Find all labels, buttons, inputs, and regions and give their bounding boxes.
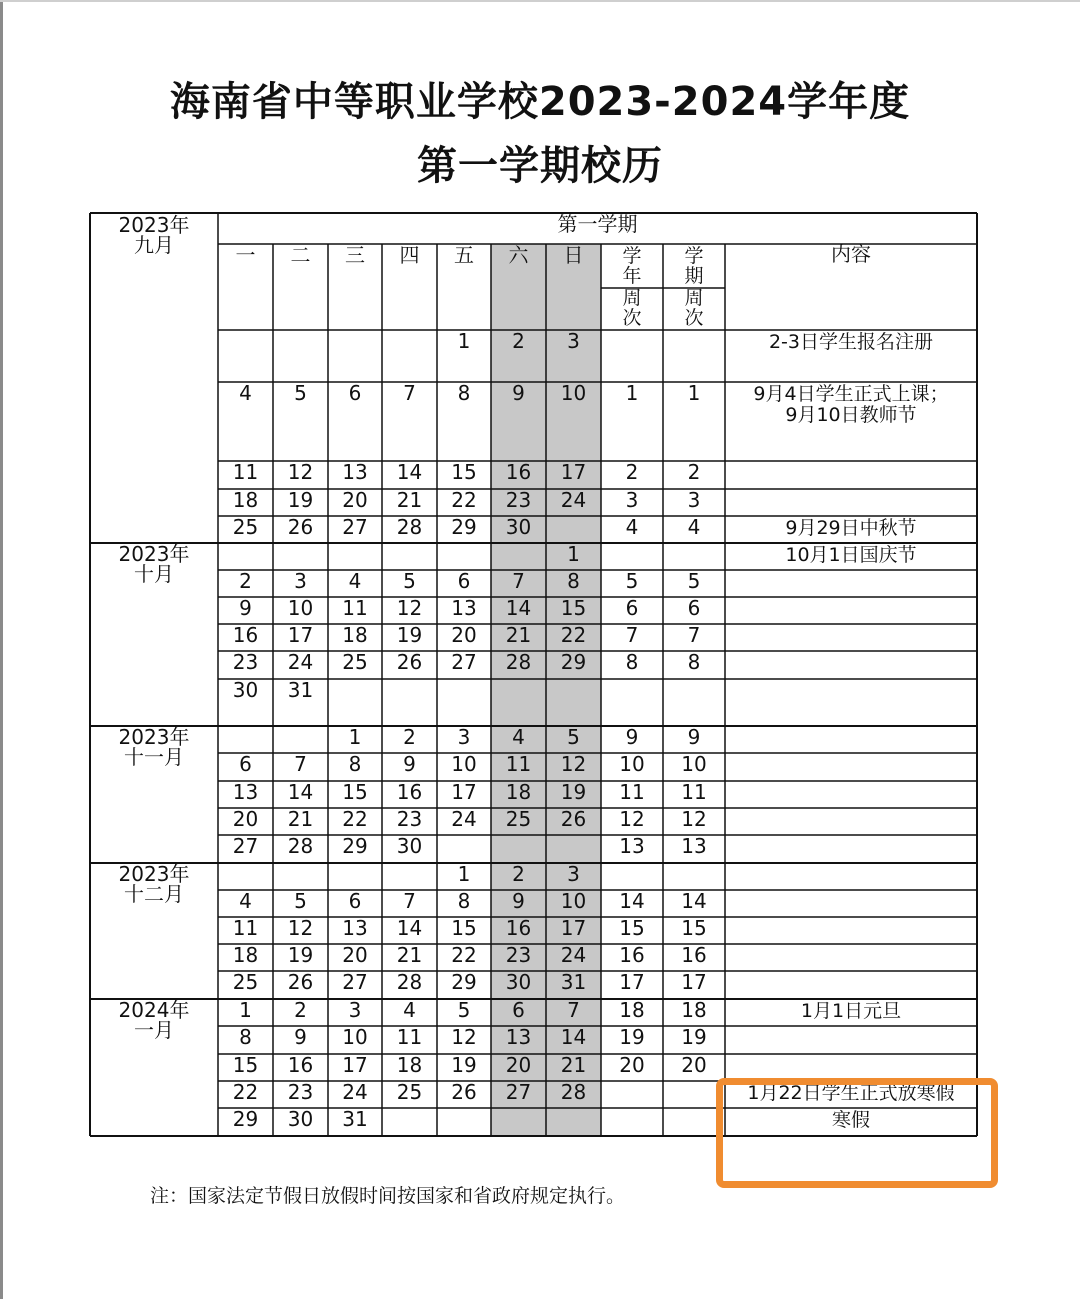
day-cell: 12 <box>287 916 314 940</box>
day-cell: 6 <box>348 381 362 405</box>
day-cell: 28 <box>287 834 314 858</box>
day-cell: 13 <box>451 596 477 620</box>
day-cell: 10 <box>560 889 587 913</box>
day-cell: 14 <box>505 596 532 620</box>
day-cell: 10 <box>451 752 477 776</box>
day-cell: 20 <box>342 943 368 967</box>
day-cell: 14 <box>560 1025 587 1049</box>
day-cell: 20 <box>342 488 368 512</box>
day-cell: 14 <box>287 780 314 804</box>
day-cell: 28 <box>505 650 532 674</box>
semester-week-header: 期 <box>684 265 704 287</box>
day-cell: 21 <box>505 623 532 647</box>
event-note: 1月1日元旦 <box>800 1000 902 1022</box>
semester-week-number: 4 <box>687 515 701 539</box>
semester-week-number: 6 <box>687 596 701 620</box>
day-cell: 12 <box>287 460 314 484</box>
day-cell: 21 <box>560 1053 587 1077</box>
day-cell: 18 <box>232 488 259 512</box>
day-cell: 24 <box>342 1080 368 1104</box>
day-cell: 12 <box>451 1025 477 1049</box>
day-cell: 8 <box>348 752 362 776</box>
day-cell: 1 <box>457 329 471 353</box>
day-cell: 13 <box>232 780 259 804</box>
day-cell: 23 <box>232 650 259 674</box>
day-cell: 6 <box>457 569 471 593</box>
semester-week-number: 12 <box>681 807 707 831</box>
school-week-header: 年 <box>622 265 642 287</box>
day-cell: 16 <box>287 1053 314 1077</box>
day-cell: 27 <box>232 834 259 858</box>
day-cell: 7 <box>512 569 525 593</box>
day-cell: 15 <box>451 916 477 940</box>
day-cell: 9 <box>512 889 525 913</box>
day-cell: 17 <box>560 916 587 940</box>
day-cell: 31 <box>287 678 314 702</box>
month-name-label: 十二月 <box>124 882 184 906</box>
day-cell: 31 <box>342 1107 368 1131</box>
day-cell: 11 <box>342 596 368 620</box>
day-cell: 3 <box>567 862 580 886</box>
day-cell: 23 <box>287 1080 314 1104</box>
day-cell: 23 <box>396 807 423 831</box>
weekday-header: 日 <box>563 243 584 267</box>
month-year-label: 2023年 <box>118 862 190 886</box>
day-cell: 19 <box>451 1053 477 1077</box>
day-cell: 7 <box>294 752 307 776</box>
day-cell: 29 <box>451 970 477 994</box>
event-note: 9月10日教师节 <box>785 404 917 426</box>
day-cell: 25 <box>396 1080 423 1104</box>
day-cell: 25 <box>232 970 259 994</box>
day-cell: 5 <box>294 889 307 913</box>
day-cell: 13 <box>342 460 368 484</box>
day-cell: 27 <box>451 650 477 674</box>
school-week-number: 14 <box>619 889 645 913</box>
day-cell: 27 <box>342 970 368 994</box>
day-cell: 4 <box>403 998 416 1022</box>
school-week-number: 19 <box>619 1025 645 1049</box>
school-week-number: 1 <box>625 381 639 405</box>
day-cell: 25 <box>342 650 368 674</box>
day-cell: 30 <box>396 834 423 858</box>
event-note: 9月4日学生正式上课； <box>753 383 949 405</box>
school-week-number: 13 <box>619 834 645 858</box>
day-cell: 22 <box>451 943 477 967</box>
semester-week-number: 5 <box>687 569 701 593</box>
day-cell: 27 <box>342 515 368 539</box>
school-week-number: 5 <box>625 569 639 593</box>
school-week-number: 11 <box>619 780 645 804</box>
semester-week-header: 次 <box>684 307 704 329</box>
day-cell: 16 <box>232 623 259 647</box>
day-cell: 25 <box>505 807 532 831</box>
month-year-label: 2023年 <box>118 542 190 566</box>
day-cell: 27 <box>505 1080 532 1104</box>
day-cell: 29 <box>232 1107 259 1131</box>
event-note: 1月22日学生正式放寒假 <box>747 1082 955 1104</box>
event-note: 10月1日国庆节 <box>785 544 917 566</box>
school-week-number: 8 <box>625 650 639 674</box>
day-cell: 30 <box>232 678 259 702</box>
semester-week-number: 16 <box>681 943 707 967</box>
weekday-header: 二 <box>290 243 311 267</box>
content-header: 内容 <box>831 242 871 266</box>
day-cell: 11 <box>505 752 532 776</box>
day-cell: 15 <box>451 460 477 484</box>
school-week-header: 次 <box>622 307 642 329</box>
school-week-number: 6 <box>625 596 639 620</box>
day-cell: 4 <box>239 381 252 405</box>
school-week-number: 17 <box>619 970 645 994</box>
weekday-header: 四 <box>399 243 420 267</box>
day-cell: 22 <box>451 488 477 512</box>
weekday-header: 三 <box>345 243 365 267</box>
day-cell: 19 <box>396 623 423 647</box>
day-cell: 6 <box>239 752 252 776</box>
semester-week-number: 17 <box>681 970 707 994</box>
month-name-label: 九月 <box>134 233 174 257</box>
day-cell: 16 <box>396 780 423 804</box>
event-note: 9月29日中秋节 <box>785 517 917 539</box>
semester-week-number: 8 <box>687 650 701 674</box>
day-cell: 9 <box>239 596 252 620</box>
day-cell: 8 <box>457 381 471 405</box>
semester-week-number: 13 <box>681 834 707 858</box>
month-year-label: 2023年 <box>118 725 190 749</box>
semester-week-header: 学 <box>684 245 704 267</box>
semester-week-number: 2 <box>687 460 701 484</box>
day-cell: 20 <box>451 623 477 647</box>
day-cell: 29 <box>342 834 368 858</box>
day-cell: 24 <box>560 488 587 512</box>
day-cell: 2 <box>239 569 252 593</box>
school-week-header: 学 <box>622 245 642 267</box>
day-cell: 21 <box>396 943 423 967</box>
day-cell: 17 <box>560 460 587 484</box>
event-note: 寒假 <box>831 1109 871 1131</box>
day-cell: 13 <box>342 916 368 940</box>
page-title: 海南省中等职业学校2023-2024学年度 <box>169 79 911 125</box>
school-week-header: 周 <box>622 287 642 309</box>
month-name-label: 十一月 <box>124 745 184 769</box>
day-cell: 9 <box>403 752 416 776</box>
day-cell: 30 <box>287 1107 314 1131</box>
semester-week-number: 15 <box>681 916 707 940</box>
day-cell: 22 <box>560 623 587 647</box>
day-cell: 16 <box>505 460 532 484</box>
day-cell: 6 <box>512 998 525 1022</box>
day-cell: 10 <box>342 1025 368 1049</box>
day-cell: 19 <box>287 488 314 512</box>
school-week-number: 7 <box>625 623 639 647</box>
school-week-number: 18 <box>619 998 645 1022</box>
day-cell: 11 <box>232 460 259 484</box>
day-cell: 7 <box>567 998 580 1022</box>
day-cell: 1 <box>239 998 252 1022</box>
day-cell: 19 <box>560 780 587 804</box>
day-cell: 23 <box>505 943 532 967</box>
day-cell: 26 <box>287 970 314 994</box>
highlight-box <box>716 1078 998 1188</box>
day-cell: 24 <box>560 943 587 967</box>
day-cell: 5 <box>567 725 580 749</box>
school-week-number: 16 <box>619 943 645 967</box>
day-cell: 4 <box>512 725 525 749</box>
day-cell: 4 <box>239 889 252 913</box>
day-cell: 18 <box>232 943 259 967</box>
day-cell: 2 <box>294 998 307 1022</box>
day-cell: 18 <box>396 1053 423 1077</box>
semester-week-number: 3 <box>687 488 701 512</box>
day-cell: 15 <box>232 1053 259 1077</box>
day-cell: 2 <box>403 725 416 749</box>
day-cell: 18 <box>505 780 532 804</box>
day-cell: 31 <box>560 970 587 994</box>
day-cell: 4 <box>348 569 362 593</box>
day-cell: 20 <box>232 807 259 831</box>
day-cell: 3 <box>567 329 580 353</box>
day-cell: 1 <box>457 862 471 886</box>
day-cell: 3 <box>294 569 307 593</box>
event-note: 2-3日学生报名注册 <box>768 331 934 353</box>
day-cell: 10 <box>560 381 587 405</box>
day-cell: 17 <box>451 780 477 804</box>
day-cell: 14 <box>396 916 423 940</box>
semester-week-number: 10 <box>681 752 707 776</box>
day-cell: 22 <box>342 807 368 831</box>
day-cell: 30 <box>505 970 532 994</box>
school-week-number: 12 <box>619 807 645 831</box>
day-cell: 12 <box>396 596 423 620</box>
semester-week-number: 11 <box>681 780 707 804</box>
day-cell: 16 <box>505 916 532 940</box>
day-cell: 14 <box>396 460 423 484</box>
semester-week-number: 1 <box>687 381 701 405</box>
day-cell: 28 <box>560 1080 587 1104</box>
day-cell: 28 <box>396 970 423 994</box>
day-cell: 17 <box>287 623 314 647</box>
semester-week-number: 14 <box>681 889 707 913</box>
day-cell: 9 <box>294 1025 307 1049</box>
weekday-header: 五 <box>454 243 474 267</box>
day-cell: 9 <box>512 381 525 405</box>
day-cell: 15 <box>342 780 368 804</box>
day-cell: 25 <box>232 515 259 539</box>
day-cell: 21 <box>287 807 314 831</box>
day-cell: 22 <box>232 1080 259 1104</box>
semester-week-header: 周 <box>684 287 704 309</box>
day-cell: 26 <box>451 1080 477 1104</box>
day-cell: 2 <box>512 329 525 353</box>
day-cell: 24 <box>287 650 314 674</box>
school-week-number: 20 <box>619 1053 645 1077</box>
semester-week-number: 18 <box>681 998 707 1022</box>
day-cell: 11 <box>396 1025 423 1049</box>
school-week-number: 4 <box>625 515 639 539</box>
day-cell: 10 <box>287 596 314 620</box>
weekday-header: 一 <box>235 243 256 267</box>
day-cell: 8 <box>239 1025 252 1049</box>
page-subtitle: 第一学期校历 <box>417 143 663 189</box>
semester-week-number: 20 <box>681 1053 707 1077</box>
day-cell: 30 <box>505 515 532 539</box>
day-cell: 12 <box>560 752 587 776</box>
day-cell: 5 <box>403 569 416 593</box>
school-week-number: 3 <box>625 488 639 512</box>
semester-week-number: 9 <box>687 725 701 749</box>
day-cell: 26 <box>287 515 314 539</box>
weekday-header: 六 <box>508 243 529 267</box>
day-cell: 28 <box>396 515 423 539</box>
day-cell: 23 <box>505 488 532 512</box>
day-cell: 8 <box>567 569 580 593</box>
day-cell: 7 <box>403 381 416 405</box>
day-cell: 3 <box>348 998 362 1022</box>
day-cell: 26 <box>396 650 423 674</box>
semester-header: 第一学期 <box>557 212 638 236</box>
school-week-number: 15 <box>619 916 645 940</box>
day-cell: 13 <box>505 1025 532 1049</box>
day-cell: 20 <box>505 1053 532 1077</box>
school-week-number: 10 <box>619 752 645 776</box>
day-cell: 29 <box>451 515 477 539</box>
day-cell: 19 <box>287 943 314 967</box>
day-cell: 21 <box>396 488 423 512</box>
month-year-label: 2023年 <box>118 213 190 237</box>
day-cell: 7 <box>403 889 416 913</box>
day-cell: 3 <box>457 725 471 749</box>
day-cell: 26 <box>560 807 587 831</box>
school-week-number: 2 <box>625 460 639 484</box>
day-cell: 15 <box>560 596 587 620</box>
day-cell: 5 <box>457 998 471 1022</box>
day-cell: 6 <box>348 889 362 913</box>
school-week-number: 9 <box>625 725 639 749</box>
semester-week-number: 7 <box>687 623 701 647</box>
day-cell: 1 <box>567 542 580 566</box>
day-cell: 8 <box>457 889 471 913</box>
footnote: 注：国家法定节假日放假时间按国家和省政府规定执行。 <box>150 1185 626 1207</box>
day-cell: 1 <box>348 725 362 749</box>
day-cell: 29 <box>560 650 587 674</box>
day-cell: 5 <box>294 381 307 405</box>
month-name-label: 一月 <box>134 1018 174 1042</box>
month-year-label: 2024年 <box>118 998 190 1022</box>
day-cell: 11 <box>232 916 259 940</box>
day-cell: 18 <box>342 623 368 647</box>
month-name-label: 十月 <box>134 562 174 586</box>
day-cell: 24 <box>451 807 477 831</box>
day-cell: 2 <box>512 862 525 886</box>
semester-week-number: 19 <box>681 1025 707 1049</box>
day-cell: 17 <box>342 1053 368 1077</box>
